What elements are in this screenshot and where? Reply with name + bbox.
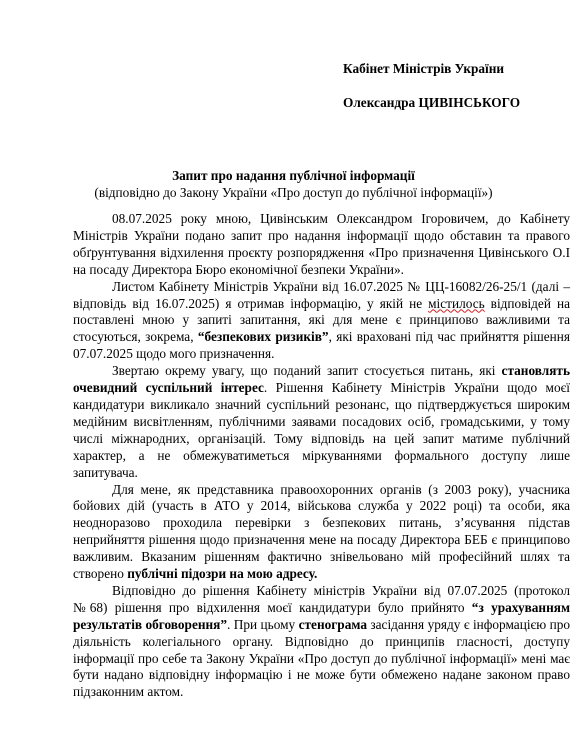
document-subtitle: (відповідно до Закону України «Про доступ до публічної інформації») xyxy=(94,185,493,200)
paragraph-1: 08.07.2025 року мною, Цивінським Олександром Ігоровичем, до Кабінету Міністрів України подано запит про надання інформації щодо обставин та правого обґрунтування відхилення проєкту розпорядження «Про призначення Цивінського О.І на посаду Директора Бюро економічної безпеки України». xyxy=(73,211,570,277)
paragraph-5-text-c: засідання уряду є інформацією про діяльність колегіального органу. Відповідно до принципів гласності, доступу інформації про себе та Закону України «Про доступ до публічної інформації» мені має бути надано відповідну інформацію і не може бути обмежено надане законом право підзаконним актом. xyxy=(73,616,570,700)
paragraph-3-text-a: Звертаю окрему увагу, що поданий запит стосується питань, які xyxy=(112,363,502,379)
paragraph-2-text-c: , які враховані під час прийняття рішення 07.07.2025 щодо мого призначення. xyxy=(73,329,571,362)
recipient-line1: Кабінет Міністрів України xyxy=(343,61,505,76)
paragraph-3-text-b: . Рішення Кабінету Міністрів України щодо моєї кандидатури викликало значний суспільний резонанс, що підтверджується широким медійним висвітленням, публічними заявами посадових осіб, громадськими, у тому числі міжнародних, організацій. Тому відповідь на цей запит матиме публічний характер, а не обмежуватиметься міркуваннями формального доступу лише запитувача. xyxy=(73,380,570,480)
paragraph-2-bold: “безпекових ризиків” xyxy=(197,329,329,345)
document-body xyxy=(73,211,570,701)
recipient-line2: Олександра ЦИВІНСЬКОГО xyxy=(343,95,521,110)
paragraph-5-text-a: Відповідно до рішення Кабінету міністрів України від 07.07.2025 (протокол №68) рішення про відхилення моєї кандидатури було прийнято xyxy=(73,582,570,615)
paragraph-5-bold-2: стенограма xyxy=(298,616,367,632)
paragraph-4-text-a: Для мене, як представника правоохоронних органів (з 2003 року), учасника бойових дій (участь в АТО у 2014, військова служба у 2022 році) та особи, яка неодноразово проходила перевірки з безпекових питань, з’ясування підстав неприйняття рішення щодо призначення мене на посаду Директора БЕБ є принципово важливим. Вказаним рішенням фактично знівельовано мій професійний шлях та створено xyxy=(73,481,570,582)
paragraph-5-bold-1: “з урахуванням результатів обговорення” xyxy=(73,599,571,632)
paragraph-2-text-a: Листом Кабінету Міністрів України від 16.07.2025 № ЦЦ-16082/26-25/1 (далі – відповідь від 16.07.2025) я отримав інформацію, у якій не xyxy=(73,278,570,311)
document-title: Запит про надання публічної інформації xyxy=(172,168,415,183)
paragraph-3 xyxy=(73,363,570,481)
paragraph-4 xyxy=(73,482,570,583)
spellcheck-underlined-word: містилось xyxy=(428,295,485,311)
paragraph-5 xyxy=(73,583,570,701)
paragraph-2-text-b: відповідей на поставлені мною у запиті запитання, які для мене є принципово важливими та стосуються, зокрема, xyxy=(73,295,570,345)
paragraph-5-text-b: . При цьому xyxy=(227,616,299,632)
paragraph-3-bold: становлять очевидний суспільний інтерес xyxy=(73,363,570,396)
paragraph-4-bold: публічні підозри на мою адресу. xyxy=(127,566,318,582)
paragraph-2 xyxy=(73,279,570,364)
